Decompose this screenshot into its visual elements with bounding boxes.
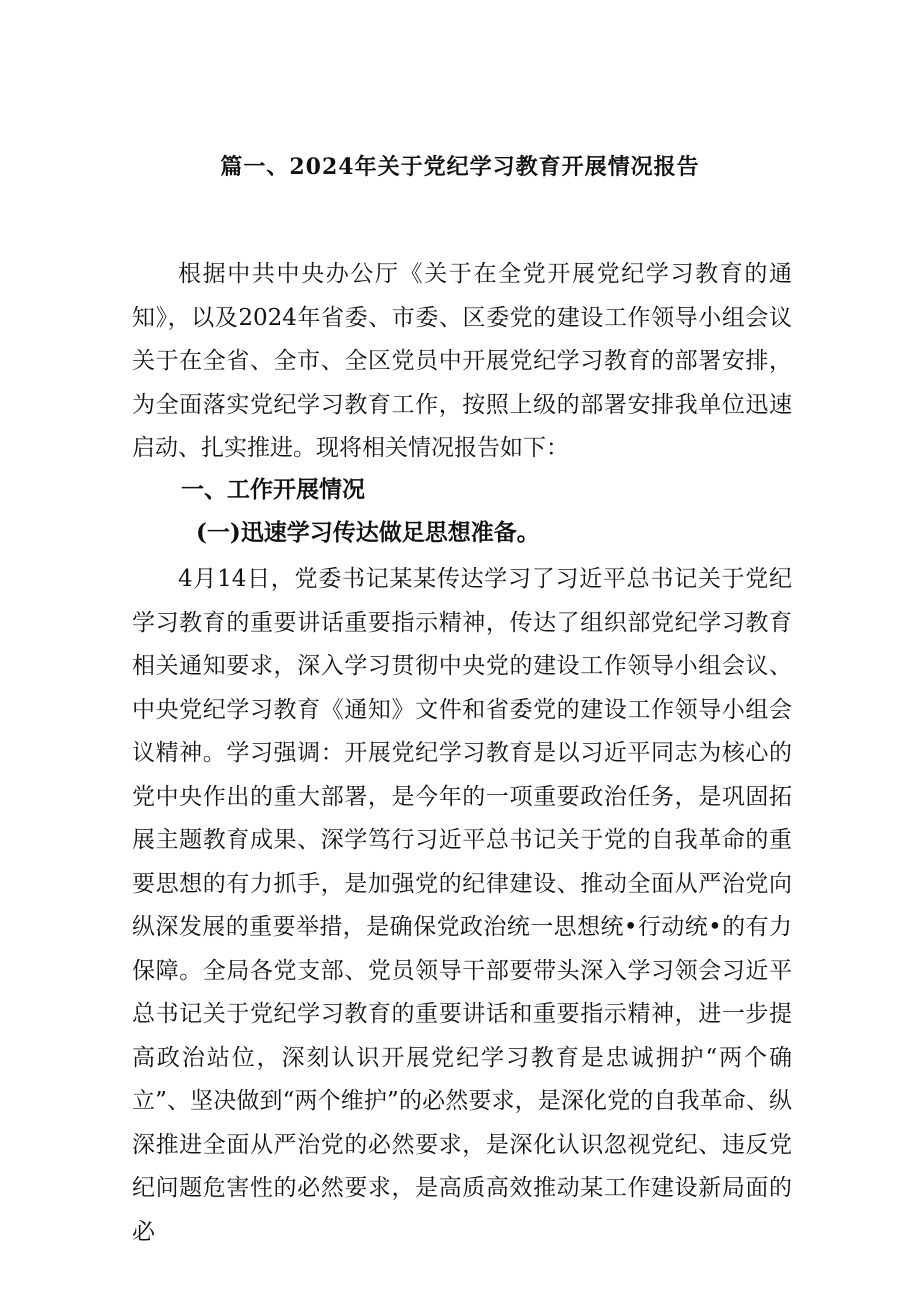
subsection-heading: (一)迅速学习传达做足思想准备。 bbox=[196, 519, 540, 546]
section-heading: 一、工作开展情况 bbox=[181, 476, 365, 503]
intro-paragraph: 根据中共中央办公厅《关于在全党开展党纪学习教育的通知》，以及2024年省委、市委、区委党的建设工作领导小组会议关于在全省、全市、全区党员中开展党纪学习教育的部署安排，为全面落实党纪学习教育工作，按照上级的部署安排我单位迅速启动、扎实推进。现将相关情况报告如下： bbox=[132, 261, 792, 461]
document-title: 篇一、2024年关于党纪学习教育开展情况报告 bbox=[220, 154, 700, 180]
body-paragraph: 4月14日，党委书记某某传达学习了习近平总书记关于党纪学习教育的重要讲话重要指示精神，传达了组织部党纪学习教育相关通知要求，深入学习贯彻中央党的建设工作领导小组会议、中央党纪学习教育《通知》文件和省委党的建设工作领导小组会议精神。学习强调：开展党纪学习教育是以习近平同志为核心的党中央作出的重大部署，是今年的一项重要政治任务，是巩固拓展主题教育成果、深学笃行习近平总书记关于党的自我革命的重要思想的有力抓手，是加强党的纪律建设、推动全面从严治党向纵深发展的重要举措，是确保党政治统一思想统•行动统•的有力保障。全局各党支部、党员领导干部要带头深入学习领会习近平总书记关于党纪学习教育的重要讲话和重要指示精神，进一步提高政治站位，深刻认识开展党纪学习教育是忠诚拥护“两个确立”、坚决做到“两个维护”的必然要求，是深化党的自我革命、纵深推进全面从严治党的必然要求，是深化认识忽视党纪、违反党纪问题危害性的必然要求，是高质高效推动某工作建设新局面的必 bbox=[132, 566, 792, 1245]
